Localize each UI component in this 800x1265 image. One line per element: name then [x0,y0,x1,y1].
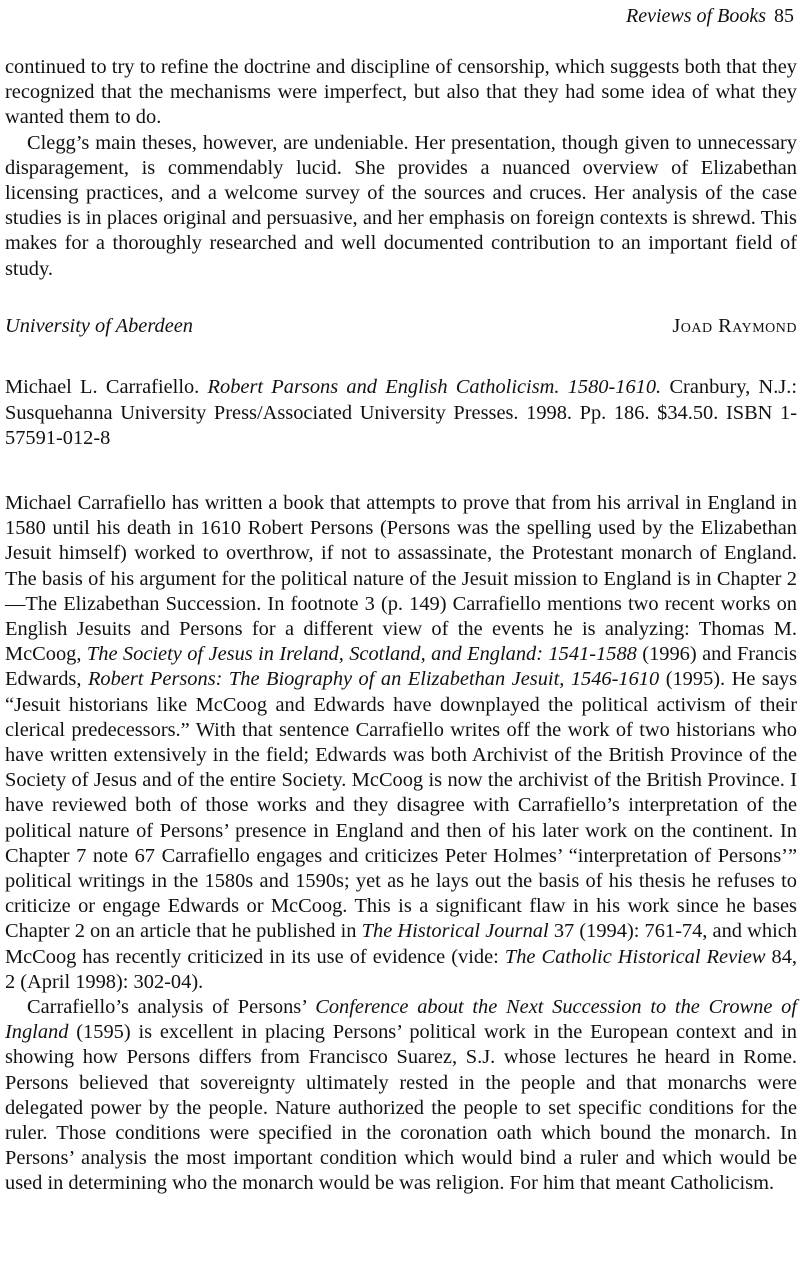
text-run: (1595) is excellent in placing Persons’ political work in the European context and in showing how Persons differs from Francisco Suarez, S.J. whose lectures he heard in Rome. Persons believed that sovereignty ultimately rested in the people and that monarchs were delegated power by the people. Nature authorized the people to set specific conditions for the ruler. Those conditions were specified in the coronation oath which bound the monarch. In Persons’ analysis the most important condition which would bind a ruler and which would be used in determining who the monarch would be was religion. For him that meant Catholicism. [5,1021,797,1195]
citation-text [5,375,797,452]
reviewer-institution: University of Aberdeen [5,315,193,337]
paragraph: continued to try to refine the doctrine and discipline of censorship, which suggests both that they recognized that the mechanisms were imperfect, but also that they had some idea of what they wanted them to do. [5,56,797,129]
book-citation [5,375,797,452]
text-run: (1996) and Francis Edwards, [5,643,797,691]
journal-title: The Catholic Historical Review [504,945,766,968]
reviewer-signature [5,314,797,339]
previous-review-text [5,55,797,282]
text-run: Carrafiello’s analysis of Persons’ [27,996,307,1019]
page-number: 85 [774,5,794,27]
book-title: Conference about the Next Succession to the Crowne of Ingland [5,996,797,1044]
running-head-title: Reviews of Books [626,5,766,27]
citation-title: Robert Parsons and English Catholicism. 1580-1610. [207,376,662,398]
text-run: Michael Carrafiello has written a book that attempts to prove that from his arrival in England in 1580 until his death in 1610 Robert Persons (Persons was the spelling used by the Elizabethan Jesuit himself) worked to overthrow, if not to assassinate, the Protestant monarch of England. The basis of his argument for the political nature of the Jesuit mission to England is in Chapter 2—The Elizabethan Succession. In footnote 3 (p. 149) Carrafiello mentions two recent works on English Jesuits and Persons for a different view of the events he is analyzing: Thomas M. McCoog, [5,492,797,666]
book-title: The Society of Jesus in Ireland, Scotland, and England: 1541-1588 [86,643,637,666]
paragraph [5,995,797,1197]
text-run: 37 (1994): 761-74, and which McCoog has recently criticized in its use of evidence (vide: [5,920,797,968]
review-body [5,491,797,1197]
citation-author: Michael L. Carrafiello. [5,376,200,398]
running-head [626,4,794,28]
journal-title: The Historical Journal [361,920,549,943]
text-run: 84, 2 (April 1998): 302-04). [5,945,797,993]
paragraph [5,491,797,995]
paragraph: Clegg’s main theses, however, are undeniable. Her presentation, though given to unnecessary disparagement, is commendably lucid. She provides a nuanced overview of Elizabethan licensing practices, and a welcome survey of the sources and cruces. Her analysis of the case studies is in places original and persuasive, and her emphasis on foreign contexts is shrewd. This makes for a thoroughly researched and well documented contribution to an important field of study. [5,131,797,280]
text-run: (1995). He says “Jesuit historians like McCoog and Edwards have downplayed the political activism of their clerical predecessors.” With that sentence Carrafiello writes off the work of two historians who have written extensively in the field; Edwards was both Archivist of the British Province of the Society of Jesus and of the entire Society. McCoog is now the archivist of the British Province. I have reviewed both of those works and they disagree with Carrafiello’s interpretation of the political nature of Persons’ presence in England and then of his later work on the continent. In Chapter 7 note 67 Carrafiello engages and criticizes Peter Holmes’ “interpretation of Persons’” political writings in the 1580s and 1590s; yet as he lays out the basis of his thesis he refuses to criticize or engage Edwards or McCoog. This is a significant flaw in his work since he bases Chapter 2 on an article that he published in [5,668,798,943]
citation-publication: Cranbury, N.J.: Susquehanna University Press/Associated University Presses. 1998. Pp. 186. $34.50. ISBN 1-57591-012-8 [5,376,797,449]
book-title: Robert Persons: The Biography of an Elizabethan Jesuit, 1546-1610 [87,668,660,691]
reviewer-name: Joad Raymond [672,315,797,337]
